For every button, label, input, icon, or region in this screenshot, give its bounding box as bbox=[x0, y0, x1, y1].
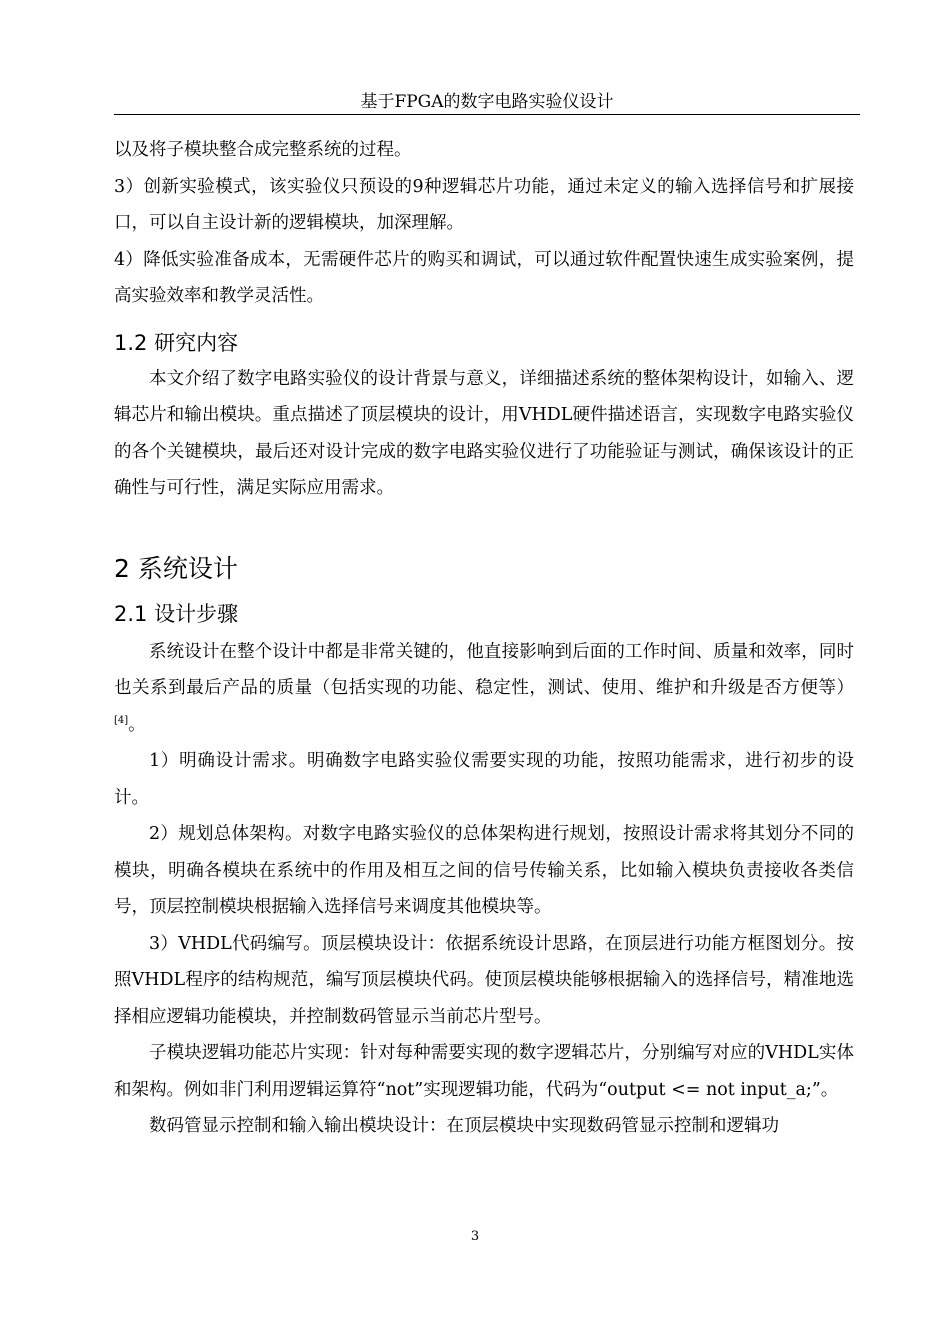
paragraph-display-control: 数码管显示控制和输入输出模块设计：在顶层模块中实现数码管显示控制和逻辑功 bbox=[149, 1116, 779, 1136]
paragraph-design-intro bbox=[114, 634, 854, 744]
paragraph-submodule: 子模块逻辑功能芯片实现：针对每种需要实现的数字逻辑芯片，分别编写对应的VHDL实体和架构。例如非门利用逻辑运算符“not”实现逻辑功能，代码为“output <= not input_a;”。 bbox=[114, 1043, 854, 1100]
section-heading-1-2: 1.2 研究内容 bbox=[114, 330, 239, 355]
citation-ref-4: [4] bbox=[114, 714, 129, 726]
main-content bbox=[114, 132, 854, 1145]
paragraph-step-2: 2）规划总体架构。对数字电路实验仪的总体架构进行规划，按照设计需求将其划分不同的模块，明确各模块在系统中的作用及相互之间的信号传输关系，比如输入模块负责接收各类信号，顶层控制模块根据输入选择信号来调度其他模块等。 bbox=[114, 824, 854, 917]
paragraph-research-content: 本文介绍了数字电路实验仪的设计背景与意义，详细描述系统的整体架构设计，如输入、逻辑芯片和输出模块。重点描述了顶层模块的设计，用VHDL硬件描述语言，实现数字电路实验仪的各个关键模块，最后还对设计完成的数字电路实验仪进行了功能验证与测试，确保该设计的正确性与可行性，满足实际应用需求。 bbox=[114, 368, 854, 498]
paragraph-continuation: 以及将子模块整合成完整系统的过程。 bbox=[114, 140, 412, 160]
design-intro-end: 。 bbox=[128, 714, 146, 735]
chapter-heading-2: 2 系统设计 bbox=[114, 553, 238, 583]
running-header: 基于FPGA的数字电路实验仪设计 bbox=[360, 92, 614, 112]
section-heading-2-1: 2.1 设计步骤 bbox=[114, 601, 239, 626]
paragraph-item-3: 3）创新实验模式，该实验仪只预设的9种逻辑芯片功能，通过未定义的输入选择信号和扩展接口，可以自主设计新的逻辑模块，加深理解。 bbox=[114, 176, 854, 233]
page-number: 3 bbox=[470, 1229, 480, 1244]
paragraph-step-3: 3）VHDL代码编写。顶层模块设计：依据系统设计思路，在顶层进行功能方框图划分。按照VHDL程序的结构规范，编写顶层模块代码。使顶层模块能够根据输入的选择信号，精准地选择相应逻辑功能模块，并控制数码管显示当前芯片型号。 bbox=[114, 933, 854, 1027]
paragraph-item-4: 4）降低实验准备成本，无需硬件芯片的购买和调试，可以通过软件配置快速生成实验案例，提高实验效率和教学灵活性。 bbox=[114, 249, 854, 306]
design-intro-text: 系统设计在整个设计中都是非常关键的，他直接影响到后面的工作时间、质量和效率，同时也关系到最后产品的质量（包括实现的功能、稳定性，测试、使用、维护和升级是否方便等） bbox=[114, 641, 854, 698]
header-rule bbox=[114, 114, 860, 115]
paragraph-step-1: 1）明确设计需求。明确数字电路实验仪需要实现的功能，按照功能需求，进行初步的设计。 bbox=[114, 751, 854, 808]
